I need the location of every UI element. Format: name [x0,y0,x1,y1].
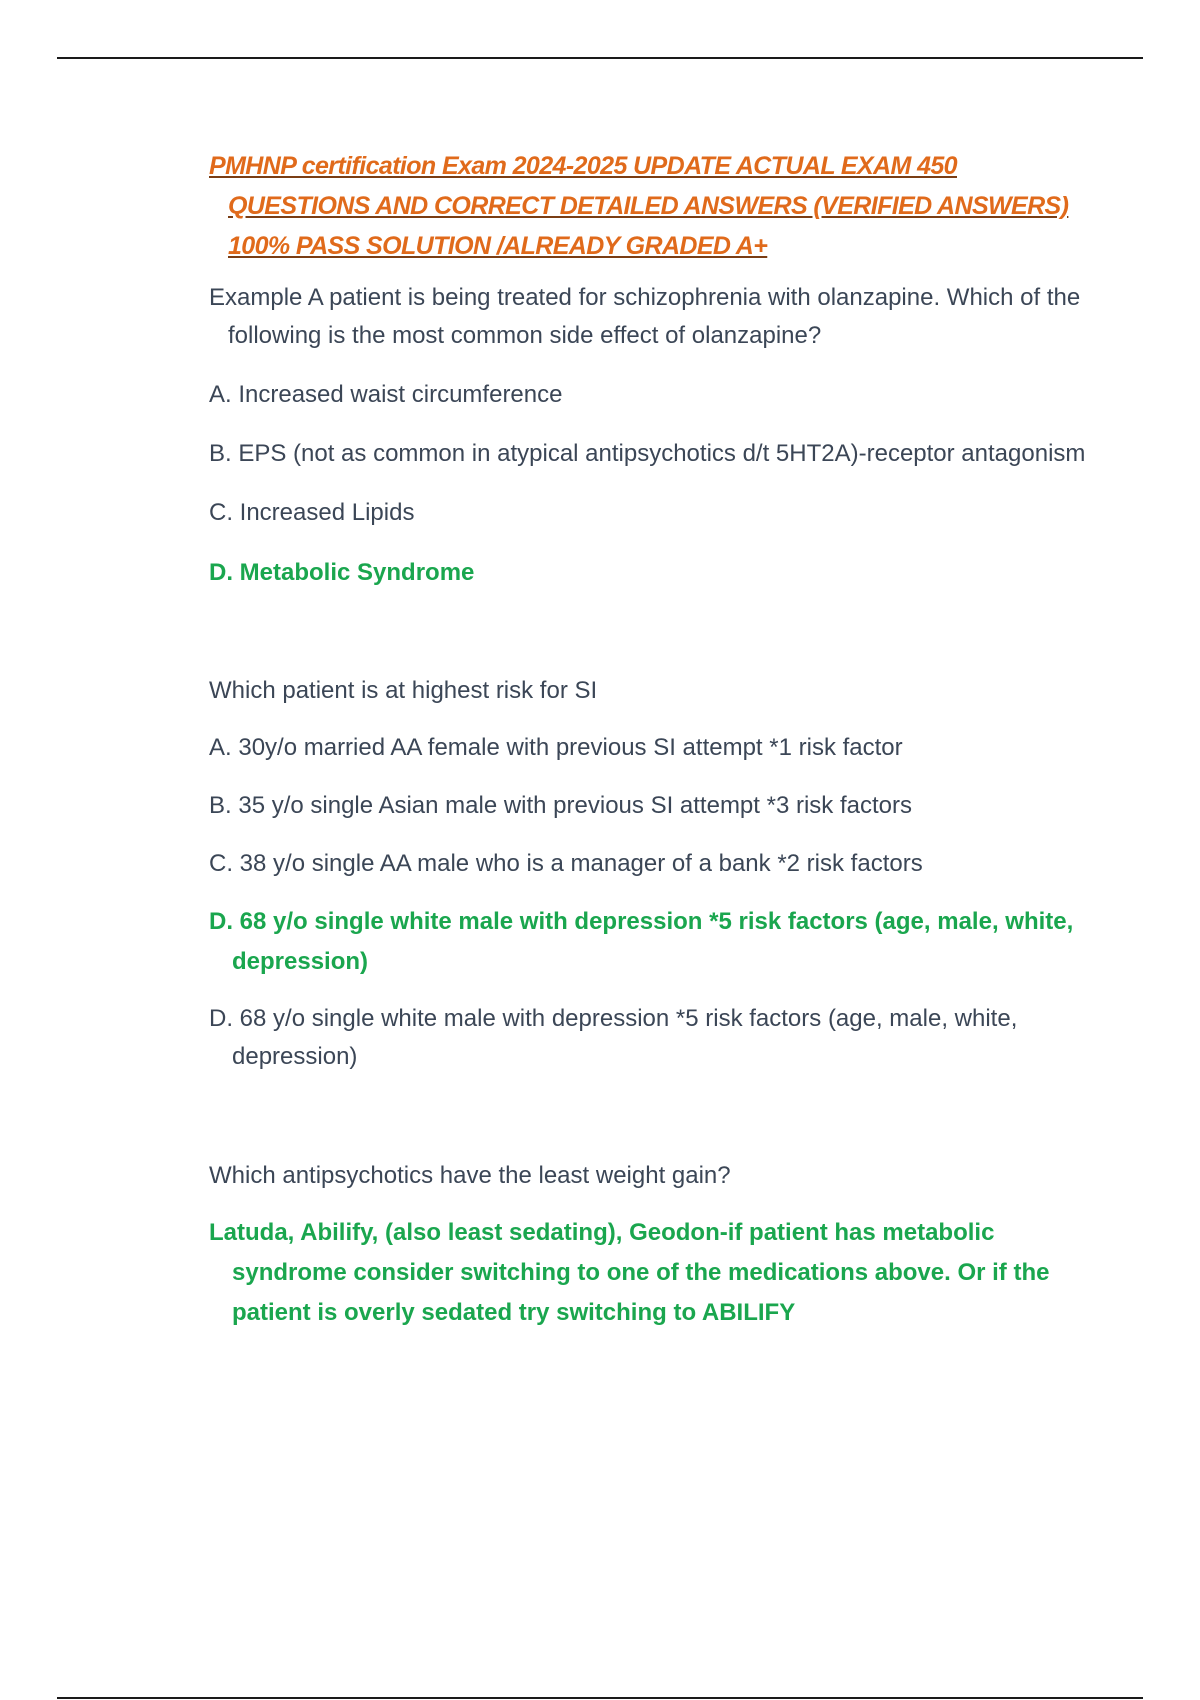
question-block-2 [209,672,1089,1076]
option-c: C. 38 y/o single AA male who is a manager of a bank *2 risk factors [209,850,923,877]
question-text: Which patient is at highest risk for SI [209,677,598,704]
option-b: B. 35 y/o single Asian male with previous SI attempt *3 risk factors [209,792,912,819]
option-b: B. EPS (not as common in atypical antipsychotics d/t 5HT2A)-receptor antagonism [209,440,1086,467]
correct-answer: D. Metabolic Syndrome [209,559,475,586]
top-rule [57,57,1143,59]
document-title: PMHNP certification Exam 2024-2025 UPDATE ACTUAL EXAM 450 QUESTIONS AND CORRECT DETAILED ANSWERS (VERIFIED ANSWERS) 100% PASS SOLUTION /ALREADY GRADED A+ [209,152,1069,260]
option-c: C. Increased Lipids [209,499,415,526]
option-a: A. 30y/o married AA female with previous SI attempt *1 risk factor [209,734,903,761]
correct-answer: D. 68 y/o single white male with depression *5 risk factors (age, male, white, depression) [209,908,1074,975]
bottom-rule [57,1697,1143,1699]
document-body [209,146,1089,1333]
correct-answer: Latuda, Abilify, (also least sedating), Geodon-if patient has metabolic syndrome consider switching to one of the medications above. Or if the patient is overly sedated try switching to ABILIFY [209,1219,1050,1326]
option-d: D. 68 y/o single white male with depression *5 risk factors (age, male, white, depression) [209,1005,1018,1070]
question-text: Which antipsychotics have the least weight gain? [209,1162,731,1189]
option-a: A. Increased waist circumference [209,381,563,408]
question-block-1 [209,279,1089,593]
question-block-3 [209,1157,1089,1333]
question-text: Example A patient is being treated for schizophrenia with olanzapine. Which of the following is the most common side effect of olanzapine? [209,284,1081,349]
